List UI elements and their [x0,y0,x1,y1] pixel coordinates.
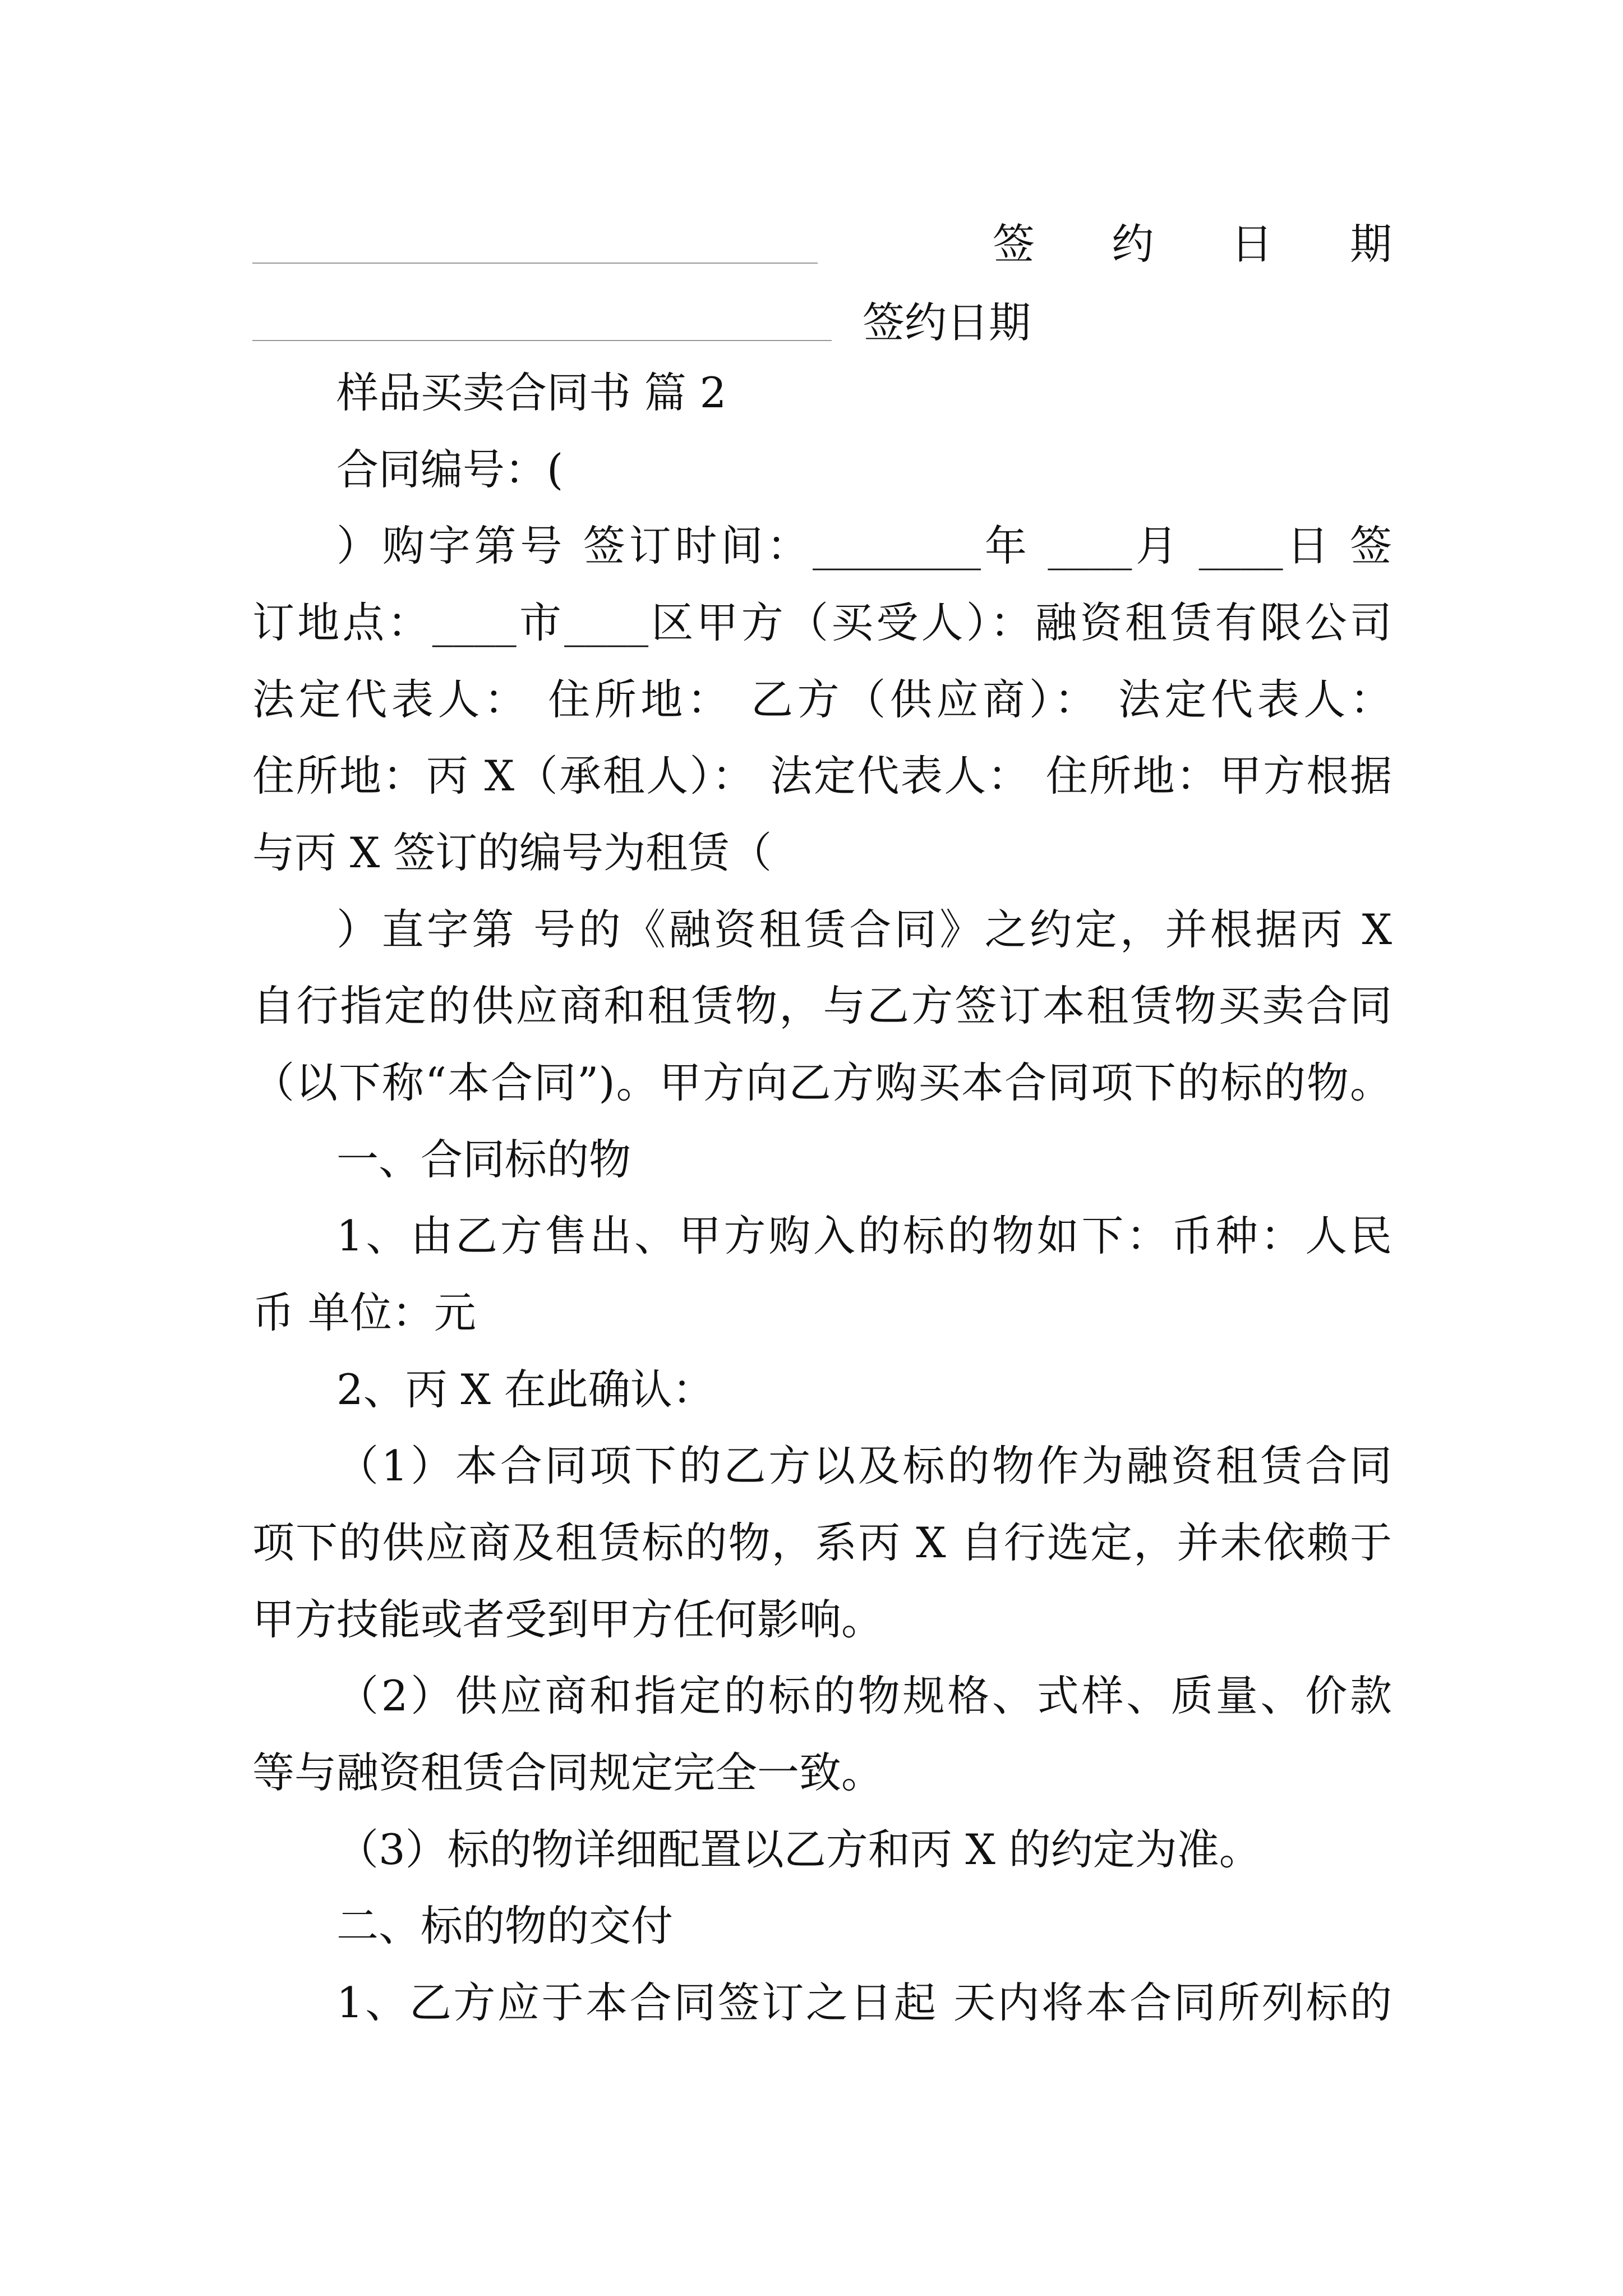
heading-line: 二、标的物的交付 [336,1901,674,1950]
paragraph-line: 自行指定的供应商和租赁物，与乙方签订本租赁物买卖合同 [252,981,1392,1030]
sign-char: 期 [1349,219,1392,269]
signature-line [252,340,832,341]
sign-char: 签 [993,219,1035,269]
paragraph-line: 与丙 X 签订的编号为租赁（ [252,828,772,877]
paragraph-line: 1、由乙方售出、甲方购入的标的物如下：币种：人民 [336,1211,1392,1260]
paragraph-line: 1、乙方应于本合同签订之日起 天内将本合同所列标的 [336,1978,1392,2027]
paragraph-line: 住所地：丙 X（承租人）： 法定代表人： 住所地：甲方根据 [252,751,1392,800]
sign-char: 日 [1230,219,1273,269]
paragraph-line: 订地点：____市____区甲方（买受人）：融资租赁有限公司 [252,598,1392,647]
signature-date-label-spaced [993,216,1392,272]
paragraph-line: 法定代表人： 住所地： 乙方（供应商）： 法定代表人： [252,675,1392,724]
paragraph-line: （1）本合同项下的乙方以及标的物作为融资租赁合同 [336,1441,1392,1490]
paragraph-line: 项下的供应商及租赁标的物，系丙 X 自行选定，并未依赖于 [252,1518,1392,1567]
paragraph-line: 2、丙 X 在此确认： [336,1365,714,1414]
heading-line: 一、合同标的物 [336,1135,631,1184]
paragraph-line: （2）供应商和指定的标的物规格、式样、质量、价款 [336,1671,1392,1720]
sign-char: 约 [1112,219,1154,269]
paragraph-line: 合同编号：( [336,445,564,494]
signature-date-label: 签约日期 [863,298,1031,347]
paragraph-line: ）直字第 号的《融资租赁合同》之约定，并根据丙 X [336,905,1392,954]
signature-line [252,263,818,264]
paragraph-line: ）购字第号 签订时间：________年 ____月 ____日 签 [336,521,1392,570]
paragraph-line: （以下称“本合同”)。甲方向乙方购买本合同项下的标的物。 [252,1058,1392,1107]
paragraph-line: 甲方技能或者受到甲方任何影响。 [252,1595,884,1644]
paragraph-line: 等与融资租赁合同规定完全一致。 [252,1748,884,1797]
section-title: 样品买卖合同书 篇 2 [336,368,727,417]
paragraph-line: 币 单位：元 [252,1288,476,1337]
paragraph-line: （3）标的物详细配置以乙方和丙 X 的约定为准。 [336,1825,1261,1874]
